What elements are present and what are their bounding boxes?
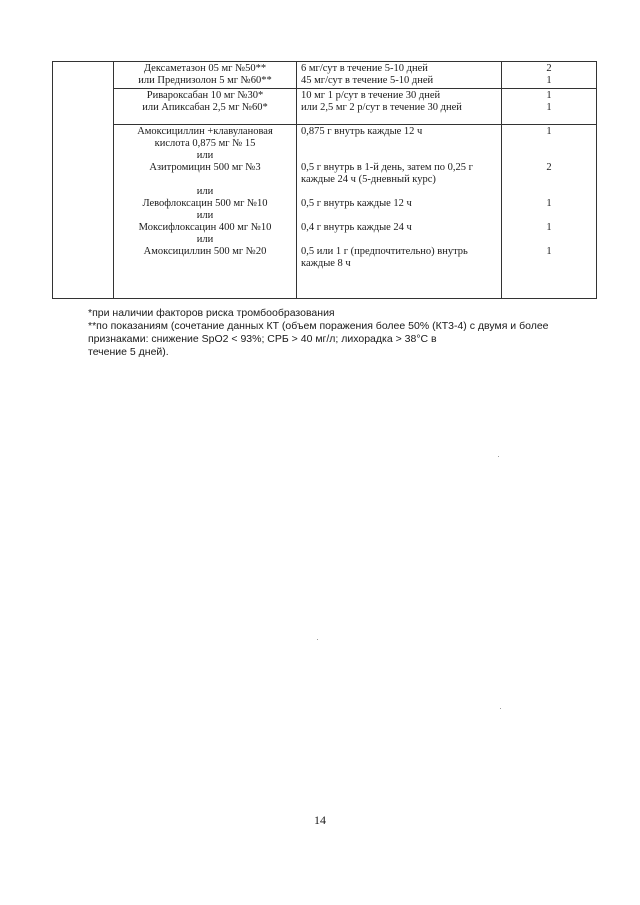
dosage-line: 0,5 г внутрь в 1-й день, затем по 0,25 г: [301, 162, 473, 173]
drug-line: Азитромицин 500 мг №3: [149, 162, 261, 173]
footnote-indications-end: течение 5 дней).: [88, 346, 169, 358]
drug-line: или: [196, 210, 214, 221]
footnote-indications: **по показаниям (сочетание данных КТ (объем поражения более 50% (КТ3-4) с двумя и более признаками: снижение SpO2 < 93%; СРБ > 40 мг/л; лихорадка > 38°С в: [88, 320, 549, 345]
dosage-cell: [297, 89, 502, 125]
dosage-line: 6 мг/сут в течение 5-10 дней: [301, 63, 428, 74]
page-number: 14: [314, 813, 326, 827]
dosage-line: 0,5 г внутрь каждые 12 ч: [301, 198, 412, 209]
dosage-line: 10 мг 1 р/сут в течение 30 дней: [301, 90, 441, 101]
dosage-cell: [297, 125, 502, 299]
scan-speck: [500, 708, 501, 709]
scan-speck: [317, 639, 318, 640]
drug-line: или: [196, 186, 214, 197]
table-row: [53, 89, 597, 125]
blank-column-cell: [53, 62, 114, 299]
quantity-value: 2: [546, 63, 552, 74]
spacer: [118, 174, 292, 186]
quantity-value: 1: [546, 222, 552, 233]
quantity-value: 1: [546, 75, 552, 86]
table-row: [53, 125, 597, 299]
drug-cell: [114, 89, 297, 125]
dosage-line: каждые 8 ч: [301, 258, 351, 269]
drug-line: или: [196, 234, 214, 245]
quantity-value: 1: [546, 198, 552, 209]
footnote-thrombosis: *при наличии факторов риска тромбообразования: [88, 307, 335, 319]
scan-speck: [498, 456, 499, 457]
quantity-value: 1: [546, 126, 552, 137]
drug-cell: [114, 62, 297, 89]
drug-line: или Преднизолон 5 мг №60**: [138, 75, 272, 86]
drug-cell: [114, 125, 297, 299]
drug-line: Амоксициллин 500 мг №20: [143, 246, 267, 257]
quantity-cell: [502, 89, 597, 125]
drug-line: или: [196, 150, 214, 161]
dosage-line: 0,5 или 1 г (предпочтительно) внутрь: [301, 246, 468, 257]
footnotes: [88, 307, 598, 359]
quantity-value: 1: [546, 102, 552, 113]
quantity-value: 2: [546, 162, 552, 173]
drug-line: Моксифлоксацин 400 мг №10: [138, 222, 272, 233]
dosage-line: 0,4 г внутрь каждые 24 ч: [301, 222, 412, 233]
dosage-line: 0,875 г внутрь каждые 12 ч: [301, 126, 423, 137]
dosage-line: 45 мг/сут в течение 5-10 дней: [301, 75, 434, 86]
dosage-line: каждые 24 ч (5-дневный курс): [301, 174, 436, 185]
drug-line: кислота 0,875 мг № 15: [154, 138, 256, 149]
drug-line: Ривароксабан 10 мг №30*: [146, 90, 264, 101]
drug-line: Амоксициллин +клавулановая: [137, 126, 273, 137]
dosage-line: или 2,5 мг 2 р/сут в течение 30 дней: [301, 102, 462, 113]
quantity-cell: [502, 125, 597, 299]
dosage-cell: [297, 62, 502, 89]
quantity-value: 1: [546, 90, 552, 101]
drug-line: Левофлоксацин 500 мг №10: [142, 198, 268, 209]
quantity-value: 1: [546, 246, 552, 257]
table-row: [53, 62, 597, 89]
prescription-table: [52, 61, 597, 299]
drug-line: или Апиксабан 2,5 мг №60*: [142, 102, 268, 113]
drug-line: Дексаметазон 05 мг №50**: [143, 63, 267, 74]
quantity-cell: [502, 62, 597, 89]
